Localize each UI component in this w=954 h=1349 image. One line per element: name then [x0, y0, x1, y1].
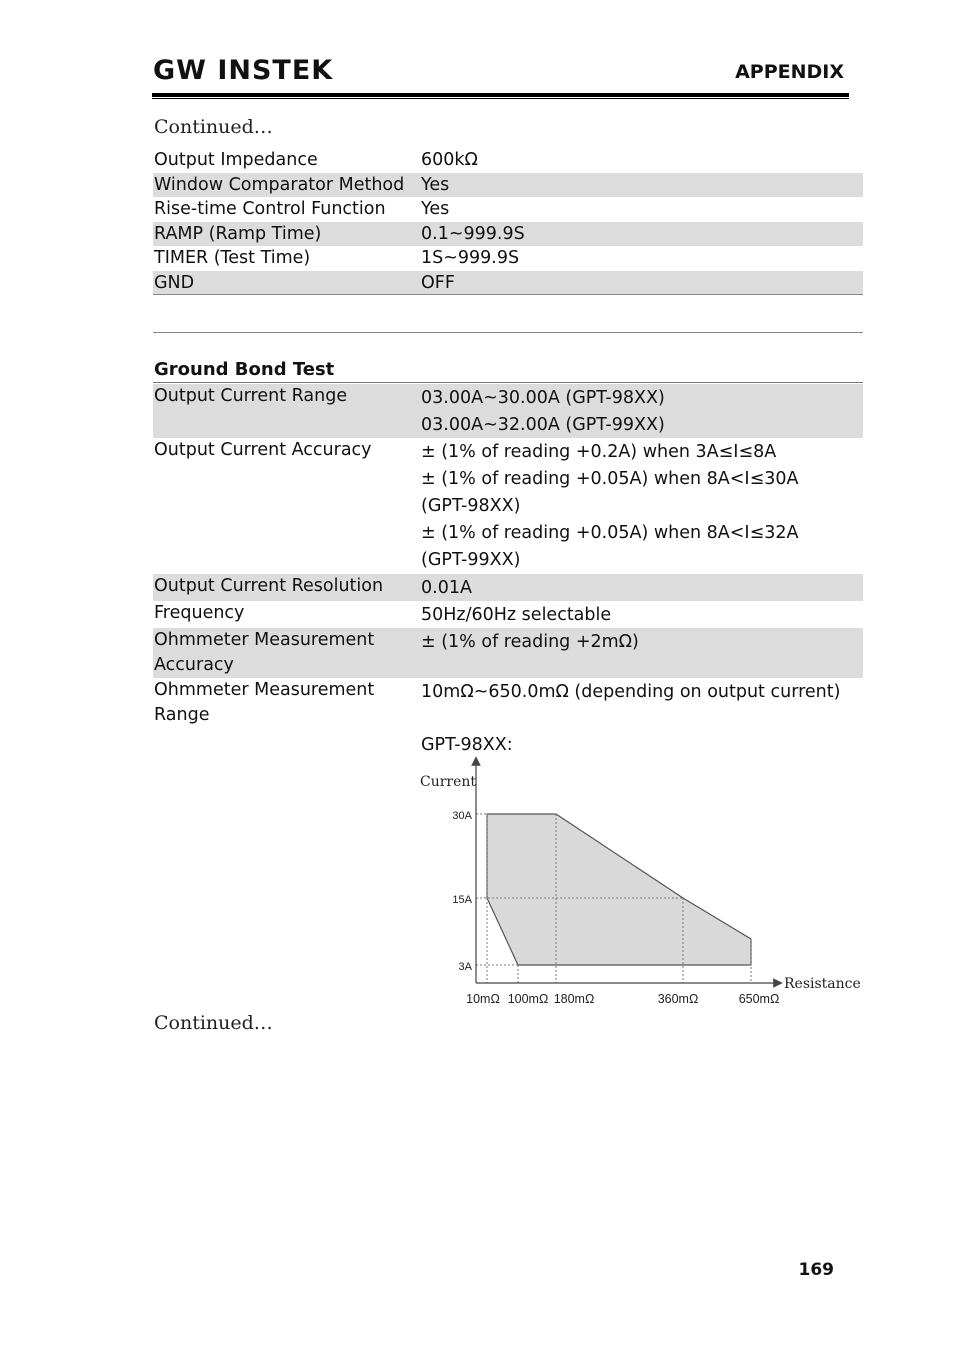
operating-region	[487, 814, 751, 965]
ground-bond-value	[421, 575, 861, 602]
section-title: Ground Bond Test	[154, 359, 335, 380]
value-line: ± (1% of reading +0.05A) when 8A<I≤32A	[421, 523, 799, 543]
chart-caption: GPT-98XX:	[421, 735, 513, 755]
ground-bond-value	[421, 439, 861, 574]
value-line: 50Hz/60Hz selectable	[421, 605, 612, 625]
value-line: (GPT-99XX)	[421, 550, 521, 570]
spec-value: Yes	[421, 199, 450, 219]
ground-bond-row	[153, 438, 863, 574]
spec-label: GND	[153, 271, 420, 296]
y-tick-label: 3A	[458, 961, 472, 973]
spec-label: Window Comparator Method	[153, 173, 420, 198]
value-line: 03.00A~32.00A (GPT-99XX)	[421, 415, 665, 435]
ground-bond-label: Output Current Resolution	[154, 576, 384, 596]
spec-value: 600kΩ	[421, 150, 478, 170]
current-resistance-chart	[410, 755, 870, 1015]
brand-logo: GW INSTEK	[153, 55, 334, 86]
value-line: ± (1% of reading +0.2A) when 3A≤I≤8A	[421, 442, 777, 462]
ground-bond-label: Output Current Accuracy	[154, 440, 372, 460]
continued-note-top: Continued…	[154, 116, 273, 138]
section-title-rule	[153, 382, 863, 383]
y-tick-label: 30A	[452, 810, 472, 822]
ground-bond-value	[421, 679, 861, 706]
ground-bond-row	[153, 628, 863, 678]
continued-note-bottom: Continued…	[154, 1012, 273, 1034]
ground-bond-row	[153, 678, 863, 728]
x-tick-label: 100mΩ	[507, 992, 549, 1006]
spec-table	[153, 148, 863, 295]
spec-row	[153, 148, 863, 173]
ground-bond-label: Ohmmeter Measurement Range	[154, 680, 375, 725]
ground-bond-value	[421, 602, 861, 629]
spec-value: 1S~999.9S	[421, 248, 520, 268]
spec-label: Rise-time Control Function	[154, 199, 386, 219]
ground-bond-label: Frequency	[154, 603, 245, 623]
page-number: 169	[798, 1260, 834, 1280]
y-tick-label: 15A	[452, 894, 472, 906]
ground-bond-value	[421, 629, 861, 656]
x-tick-label: 650mΩ	[738, 992, 780, 1006]
spec-row	[153, 271, 863, 296]
header-rule-thick	[152, 93, 849, 97]
ground-bond-label: Ohmmeter Measurement Accuracy	[154, 630, 375, 675]
value-line: 0.01A	[421, 578, 472, 598]
x-tick-label: 10mΩ	[466, 992, 500, 1006]
value-line: (GPT-98XX)	[421, 496, 521, 516]
ground-bond-value	[421, 385, 861, 439]
value-line: ± (1% of reading +2mΩ)	[421, 632, 639, 652]
spec-label: Output Impedance	[154, 150, 318, 170]
spec-value: Yes	[420, 173, 863, 198]
spec-row	[153, 246, 863, 271]
y-axis-label: Current	[420, 774, 477, 790]
spec-row	[153, 197, 863, 222]
spec-label: RAMP (Ramp Time)	[153, 222, 420, 247]
ground-bond-row	[153, 601, 863, 628]
x-tick-label: 180mΩ	[553, 992, 595, 1006]
ground-bond-row	[153, 384, 863, 438]
value-line: 03.00A~30.00A (GPT-98XX)	[421, 388, 665, 408]
section-header: APPENDIX	[735, 61, 844, 83]
table-bottom-rule	[153, 294, 863, 295]
ground-bond-label: Output Current Range	[154, 386, 348, 406]
spec-value: 0.1~999.9S	[420, 222, 863, 247]
section-separator	[153, 332, 863, 333]
spec-row	[153, 222, 863, 247]
spec-row	[153, 173, 863, 198]
x-axis-label: Resistance	[784, 976, 861, 992]
value-line: ± (1% of reading +0.05A) when 8A<I≤30A	[421, 469, 799, 489]
spec-value: OFF	[420, 271, 863, 296]
x-tick-label: 360mΩ	[657, 992, 699, 1006]
value-line: 10mΩ~650.0mΩ (depending on output current)	[421, 682, 841, 702]
header-rule-thin	[152, 98, 849, 99]
spec-label: TIMER (Test Time)	[154, 248, 311, 268]
ground-bond-row	[153, 574, 863, 601]
